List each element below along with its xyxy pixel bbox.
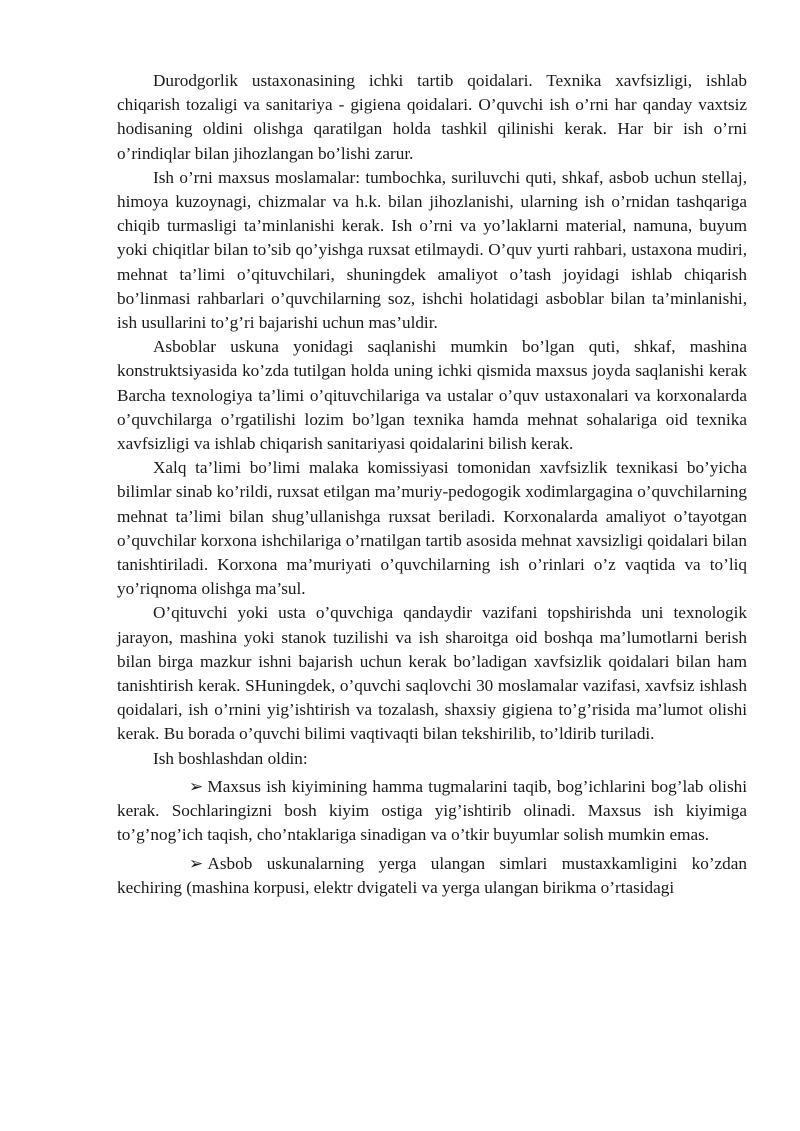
bullet-item-grounding-check — [117, 852, 747, 900]
document-body — [117, 69, 747, 900]
paragraph-before-work-heading: Ish boshlashdan oldin: — [153, 748, 308, 768]
bullet-arrow-icon: ➢ — [189, 853, 204, 873]
bullet-text: Asbob uskunalarning yerga ulangan simlari mustaxkamligini ko’zdan kechiring (mashina korpusi, elektr dvigateli va yerga ulangan birikma o’rtasidagi — [117, 853, 747, 897]
paragraph-safety-commission: Xalq ta’limi bo’limi malaka komissiyasi tomonidan xavfsizlik texnikasi bo’yicha bilimlar sinab ko’rildi, ruxsat etilgan ma’muriy-pedogogik xodimlargagina o’quvchilarning mehnat ta’limi bilan shug’ullanishga ruxsat beriladi. Korxonalarda amaliyot o’tayotgan o’quvchilar korxona ishchilariga o’rnatilgan tartib asosida mehnat xavsizligi qoidalari bilan tanishtiriladi. Korxona ma’muriyati o’quvchilarning ish o’rinlari o’z vaqtida va to’liq yo’riqnoma olishga ma’sul. — [117, 458, 747, 599]
bullet-text: Maxsus ish kiyimining hamma tugmalarini taqib, bog’ichlarini bog’lab olishi kerak. Sochlaringizni bosh kiyim ostiga yig’ishtirib olinadi. Maxsus ish kiyimiga to’g’nog’ich taqish, cho’ntaklariga sinadigan va o’tkir buyumlar solish mumkin emas. — [117, 776, 747, 845]
paragraph-tool-storage: Asboblar uskuna yonidagi saqlanishi mumkin bo’lgan quti, shkaf, mashina konstruktsiyasida ko’zda tutilgan holda uning ichki qismida maxsus joyda saqlanishi kerak Barcha texnologiya ta’limi o’qituvchilariga va ustalar o’quv ustaxonalari va korxonalarda o’quvchilarga o’rgatilishi lozim bo’lgan texnika hamda mehnat sohalariga oid texnika xavfsizligi va ishlab chiqarish sanitariyasi qoidalarini bilish kerak. — [117, 337, 747, 454]
paragraph-teacher-instructions: O’qituvchi yoki usta o’quvchiga qandaydir vazifani topshirishda uni texnologik jarayon, mashina yoki stanok tuzilishi va ish sharoitga oid boshqa ma’lumotlarni berish bilan birga mazkur ishni bajarish uchun kerak bo’ladigan xavfsizlik qoidalari bilan ham tanishtirish kerak. SHuningdek, o’quvchi saqlovchi 30 moslamalar vazifasi, xavfsiz ishlash qoidalari, ish o’rnini yig’ishtirish va tozalash, shaxsiy gigiena to’g’risida ma’lumot olishi kerak. Bu borada o’quvchi bilimi vaqtivaqti bilan tekshirilib, to’ldirib turiladi. — [117, 603, 747, 744]
bullet-item-work-clothes — [117, 775, 747, 848]
paragraph-workplace-equipment: Ish o’rni maxsus moslamalar: tumbochka, suriluvchi quti, shkaf, asbob uchun stellaj, himoya kuzoynagi, chizmalar va h.k. bilan jihozlanishi, ularning ish o’rnidan tashqariga chiqib turmasligi ta’minlanishi kerak. Ish o’rni va yo’laklarni material, namuna, buyum yoki chiqitlar bilan to’sib qo’yishga ruxsat etilmaydi. O’quv yurti rahbari, ustaxona mudiri, mehnat ta’limi o’qituvchilari, shuningdek amaliyot o’tash joyidagi ishlab chiqarish bo’linmasi rahbarlari o’quvchilarning soz, ishchi holatidagi asboblar bilan ta’minlanishi, ish usullarini to’g’ri bajarishi uchun mas’uldir. — [117, 167, 747, 333]
bullet-arrow-icon: ➢ — [189, 776, 204, 796]
paragraph-workshop-rules: Durodgorlik ustaxonasining ichki tartib qoidalari. Texnika xavfsizligi, ishlab chiqarish tozaligi va sanitariya - gigiena qoidalari. O’quvchi ish o’rni har qanday vaxtsiz hodisaning oldini olishga qaratilgan holda tashkil qilinishi kerak. Har bir ish o’rni o’rindiqlar bilan jihozlangan bo’lishi zarur. — [117, 71, 747, 163]
